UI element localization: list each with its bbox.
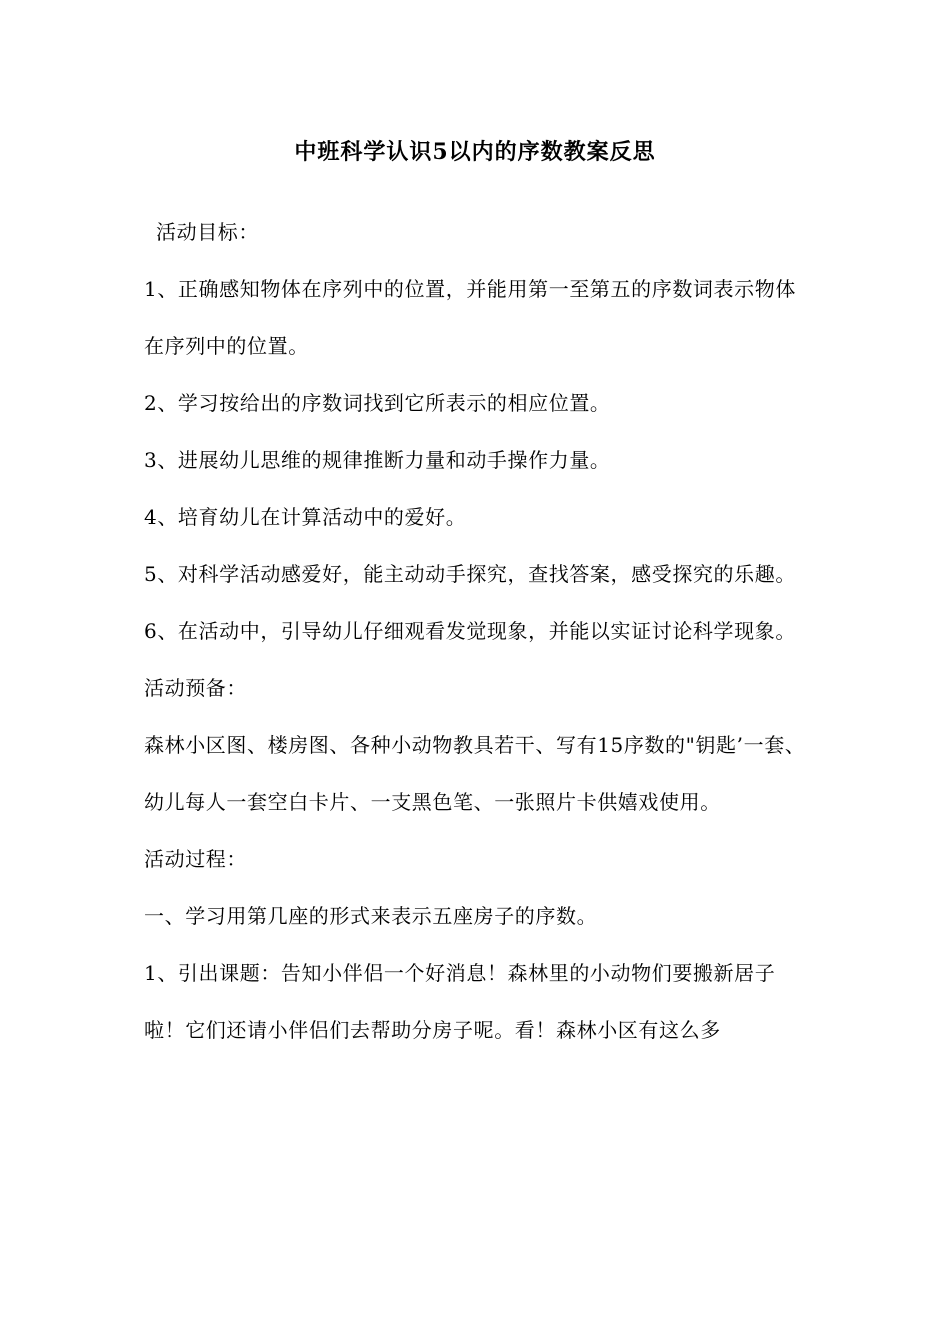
paragraph-goal-2: 2、学习按给出的序数词找到它所表示的相应位置。 xyxy=(144,391,611,415)
section-heading-goals: 活动目标： xyxy=(156,220,259,244)
paragraph-process-step-1: 1、引出课题：告知小伴侣一个好消息！森林里的小动物们要搬新居子啦！它们还请小伴侣们去帮助分房子呢。看！森林小区有这么多 xyxy=(144,961,776,1042)
paragraph-goal-6: 6、在活动中，引导幼儿仔细观看发觉现象，并能以实证讨论科学现象。 xyxy=(144,619,796,643)
paragraph-goal-3: 3、进展幼儿思维的规律推断力量和动手操作力量。 xyxy=(144,448,611,472)
section-heading-preparation: 活动预备： xyxy=(144,676,247,700)
paragraph-goal-1: 1、正确感知物体在序列中的位置，并能用第一至第五的序数词表示物体在序列中的位置。 xyxy=(144,277,796,358)
document-body xyxy=(144,204,814,1059)
document-title: 中班科学认识5以内的序数教案反思 xyxy=(294,139,656,165)
paragraph-process-part-1: 一、学习用第几座的形式来表示五座房子的序数。 xyxy=(144,904,598,928)
section-heading-process: 活动过程： xyxy=(144,847,247,871)
paragraph-goal-5: 5、对科学活动感爱好，能主动动手探究，查找答案，感受探究的乐趣。 xyxy=(144,562,796,586)
paragraph-goal-4: 4、培育幼儿在计算活动中的爱好。 xyxy=(144,505,467,529)
paragraph-preparation: 森林小区图、楼房图、各种小动物教具若干、写有15序数的"钥匙’一套、幼儿每人一套空白卡片、一支黑色笔、一张照片卡供嬉戏使用。 xyxy=(144,733,806,814)
